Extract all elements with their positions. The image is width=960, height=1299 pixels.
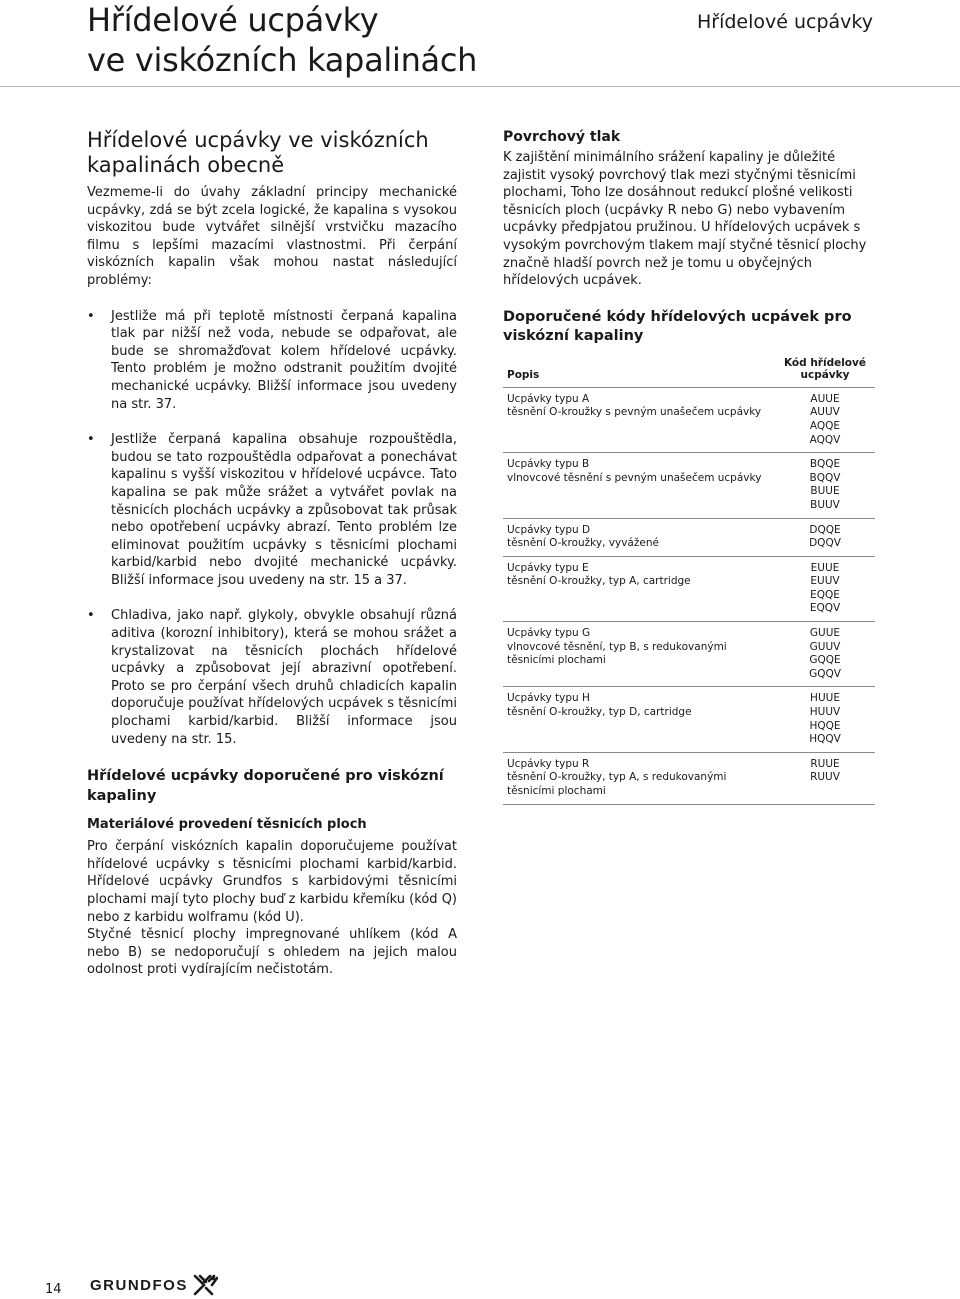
seal-code: BQQE bbox=[809, 458, 841, 471]
seal-code: BQQV bbox=[809, 471, 841, 484]
logo-man-icon bbox=[192, 1274, 218, 1296]
bullet-icon: • bbox=[87, 432, 95, 448]
table-row bbox=[503, 687, 875, 752]
seal-code-table bbox=[503, 357, 875, 805]
list-item bbox=[87, 308, 457, 414]
seal-code: GQQV bbox=[809, 667, 841, 680]
seal-code: HUUV bbox=[809, 706, 841, 719]
section-heading-general: Hřídelové ucpávky ve viskózních kapalinách obecně bbox=[87, 128, 429, 177]
seal-type-description bbox=[503, 453, 775, 518]
seal-type-description bbox=[503, 622, 775, 687]
bullet-icon: • bbox=[87, 608, 95, 624]
seal-codes bbox=[775, 622, 875, 687]
table-row bbox=[503, 453, 875, 518]
seal-code: EQQE bbox=[810, 588, 840, 601]
seal-type-name: Ucpávky typu H bbox=[507, 692, 590, 705]
column-header-description: Popis bbox=[503, 357, 775, 388]
seal-codes bbox=[775, 518, 875, 556]
list-item-text: Jestliže má při teplotě místnosti čerpaná kapalina tlak par nižší než voda, nebude se odpařovat, ale bude se shromažďovat kolem hřídelové ucpávky. Tento problém je možno odstranit použitím dvojité mechanické ucpávky. Bližší informace jsou uvedeny na str. 37. bbox=[111, 308, 457, 412]
subheading-materials: Materiálové provedení těsnicích ploch bbox=[87, 817, 367, 833]
table-row bbox=[503, 556, 875, 621]
seal-code: EUUE bbox=[810, 561, 840, 574]
seal-code: GUUE bbox=[809, 627, 841, 640]
seal-type-name: Ucpávky typu G bbox=[507, 627, 591, 640]
seal-code: RUUV bbox=[810, 771, 840, 784]
seal-code: EUUV bbox=[810, 575, 840, 588]
seal-codes bbox=[775, 387, 875, 452]
right-column bbox=[503, 128, 875, 805]
surface-pressure-heading: Povrchový tlak bbox=[503, 129, 621, 145]
seal-type-name: Ucpávky typu E bbox=[507, 561, 589, 574]
seal-code: AUUE bbox=[810, 392, 840, 405]
surface-pressure-text: K zajištění minimálního srážení kapaliny je důležité zajistit vysoký povrchový tlak mezi styčnými těsnicími plochami, Toho lze dosáhnout redukcí plošné velikosti těsnicích ploch (ucpávky R nebo G) nebo vybavením ucpávky předpjatou pružinou. U hřídelových ucpávek s vysokým povrchovým tlakem mají styčné těsnicí plochy značně hladší povrch než je tomu u obyčejných hřídelových ucpávek. bbox=[503, 150, 867, 289]
seal-type-name: Ucpávky typu R bbox=[507, 757, 590, 770]
seal-type-description bbox=[503, 556, 775, 621]
seal-code: BUUE bbox=[810, 485, 840, 498]
seal-type-description bbox=[503, 518, 775, 556]
left-column bbox=[87, 128, 457, 979]
table-row bbox=[503, 518, 875, 556]
seal-codes bbox=[775, 752, 875, 804]
seal-type-detail: těsnění O-kroužky, typ A, cartridge bbox=[507, 575, 691, 588]
seal-code: EQQV bbox=[809, 602, 841, 615]
seal-codes bbox=[775, 453, 875, 518]
seal-type-description bbox=[503, 387, 775, 452]
seal-type-detail: těsnění O-kroužky, typ D, cartridge bbox=[507, 706, 692, 719]
seal-code: GUUV bbox=[809, 640, 841, 653]
seal-code: AQQE bbox=[809, 419, 841, 432]
seal-code: DQQV bbox=[809, 537, 841, 550]
seal-type-description bbox=[503, 687, 775, 752]
table-row bbox=[503, 752, 875, 804]
running-head: Hřídelové ucpávky bbox=[696, 11, 873, 33]
seal-type-detail: těsnění O-kroužky s pevným unašečem ucpávky bbox=[507, 406, 762, 419]
section-heading-recommended: Hřídelové ucpávky doporučené pro viskózní kapaliny bbox=[87, 768, 444, 805]
page-title-line-2: ve viskózních kapalinách bbox=[87, 41, 478, 79]
seal-code: DQQE bbox=[809, 523, 841, 536]
seal-code: HQQE bbox=[809, 719, 841, 732]
list-item bbox=[87, 431, 457, 589]
table-header-row bbox=[503, 357, 875, 388]
header-divider bbox=[0, 86, 960, 87]
page-title bbox=[87, 0, 647, 80]
column-header-code: Kód hřídelové ucpávky bbox=[775, 357, 875, 388]
bullet-icon: • bbox=[87, 308, 95, 324]
seal-type-detail: vlnovcové těsnění s pevným unašečem ucpávky bbox=[507, 471, 762, 484]
intro-paragraph: Vezmeme-li do úvahy základní principy mechanické ucpávky, zdá se být zcela logické, že kapalina s vysokou viskozitou bude vytvářet silnější vrstvičku mazacího filmu s lepšími mazacími vlastnostmi. Při čerpání viskózních kapalin však mohou nastat následující problémy: bbox=[87, 185, 457, 288]
seal-type-detail: vlnovcové těsnění, typ B, s redukovanými těsnicími plochami bbox=[507, 640, 727, 667]
materials-paragraph: Pro čerpání viskózních kapalin doporučujeme používat hřídelové ucpávky s těsnicími plochami karbid/karbid. Hřídelové ucpávky Grundfos s karbidovými těsnicími plochami mají tyto plochy buď z karbidu křemíku (kód Q) nebo z karbidu wolframu (kód U). bbox=[87, 839, 457, 925]
seal-type-name: Ucpávky typu A bbox=[507, 392, 590, 405]
seal-code: GQQE bbox=[809, 654, 841, 667]
seal-type-detail: těsnění O-kroužky, typ A, s redukovanými těsnicími plochami bbox=[507, 771, 727, 797]
seal-type-detail: těsnění O-kroužky, vyvážené bbox=[507, 537, 659, 550]
seal-code: AQQV bbox=[809, 433, 841, 446]
seal-codes bbox=[775, 556, 875, 621]
grundfos-logo bbox=[90, 1273, 218, 1297]
seal-codes bbox=[775, 687, 875, 752]
seal-type-name: Ucpávky typu B bbox=[507, 458, 590, 471]
seal-code: HQQV bbox=[809, 733, 841, 746]
seal-code: HUUE bbox=[810, 692, 840, 705]
page-number: 14 bbox=[45, 1282, 62, 1297]
list-item bbox=[87, 607, 457, 748]
logo-wordmark: GRUNDFOS bbox=[90, 1276, 188, 1294]
table-row bbox=[503, 387, 875, 452]
table-heading: Doporučené kódy hřídelových ucpávek pro viskózní kapaliny bbox=[503, 308, 852, 345]
list-item-text: Chladiva, jako např. glykoly, obvykle obsahují různá aditiva (korozní inhibitory), která se mohou srážet a krystalizovat na těsnicích plochách hřídelové ucpávky a způsobovat její abrazivní opotřebení. Proto se pro čerpání všech druhů chladicích kapalin doporučuje používat hřídelových ucpávek s těsnicími plochami karbid/karbid. Bližší informace jsou uvedeny na str. 15. bbox=[111, 608, 457, 747]
seal-code: AUUV bbox=[810, 406, 840, 419]
list-item-text: Jestliže čerpaná kapalina obsahuje rozpouštědla, budou se tato rozpouštědla odpařovat a ponechávat kapalinu s vyšší viskozitou v hřídelové ucpávce. Tato kapalina se pak může srážet a vytvářet povlak na těsnicích plochách ucpávky a způsobovat tak průsak nebo opotřebení ucpávky abrazí. Tento problém lze eliminovat použitím ucpávky s těsnicími plochami karbid/karbid nebo dvojité mechanické ucpávky. Bližší informace jsou uvedeny na str. 15 a 37. bbox=[111, 432, 457, 588]
seal-type-description bbox=[503, 752, 775, 804]
seal-code: RUUE bbox=[810, 757, 840, 770]
problem-list bbox=[87, 308, 457, 749]
table-row bbox=[503, 622, 875, 687]
page-title-line-1: Hřídelové ucpávky bbox=[87, 1, 379, 39]
seal-type-name: Ucpávky typu D bbox=[507, 523, 591, 536]
seal-code: BUUV bbox=[810, 498, 840, 511]
carbon-paragraph: Styčné těsnicí plochy impregnované uhlíkem (kód A nebo B) se nedoporučují s ohledem na jejich malou odolnost proti vydírajícím nečistotám. bbox=[87, 927, 457, 978]
